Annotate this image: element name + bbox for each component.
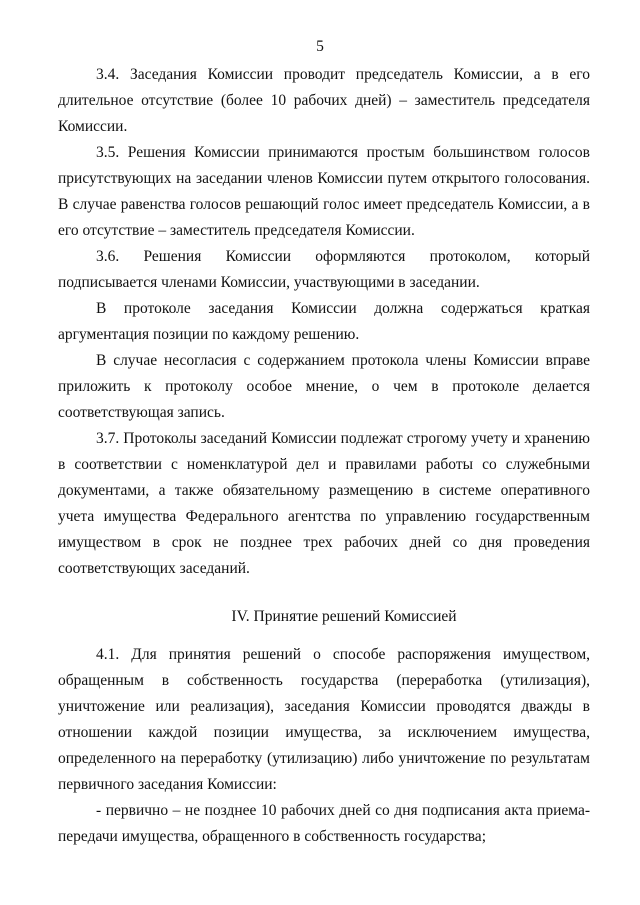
paragraph-first-meeting: - первично – не позднее 10 рабочих дней со дня подписания акта приема-передачи имущества, обращенного в собственность государства; — [58, 802, 590, 845]
paragraph-protocol-argumentation: В протоколе заседания Комиссии должна содержаться краткая аргументация позиции по каждому решению. — [58, 300, 590, 343]
paragraph-4-1: 4.1. Для принятия решений о способе распоряжения имуществом, обращенным в собственность государства (переработка (утилизация), уничтожение или реализация), заседания Комиссии проводятся дважды в отношении каждой позиции имущества, за исключением имущества, определенного на переработку (утилизацию) либо уничтожение по результатам первичного заседания Комиссии: — [58, 646, 590, 793]
document-body — [58, 62, 590, 850]
paragraph-dissenting-opinion: В случае несогласия с содержанием протокола члены Комиссии вправе приложить к протоколу особое мнение, о чем в протоколе делается соответствующая запись. — [58, 352, 590, 421]
paragraph-3-6: 3.6. Решения Комиссии оформляются протоколом, который подписывается членами Комиссии, участвующими в заседании. — [58, 248, 590, 291]
paragraph-3-4: 3.4. Заседания Комиссии проводит председатель Комиссии, а в его длительное отсутствие (более 10 рабочих дней) – заместитель председателя Комиссии. — [58, 66, 590, 135]
paragraph-3-7: 3.7. Протоколы заседаний Комиссии подлежат строгому учету и хранению в соответствии с номенклатурой дел и правилами работы со служебными документами, а также обязательному размещению в системе оперативного учета имущества Федерального агентства по управлению государственным имуществом в срок не позднее трех рабочих дней со дня проведения соответствующих заседаний. — [58, 430, 590, 577]
section-heading: IV. Принятие решений Комиссией — [231, 608, 457, 625]
page-number: 5 — [316, 38, 324, 55]
paragraph-3-5: 3.5. Решения Комиссии принимаются простым большинством голосов присутствующих на заседании членов Комиссии путем открытого голосования. В случае равенства голосов решающий голос имеет председатель Комиссии, а в его отсутствие – заместитель председателя Комиссии. — [58, 144, 590, 239]
